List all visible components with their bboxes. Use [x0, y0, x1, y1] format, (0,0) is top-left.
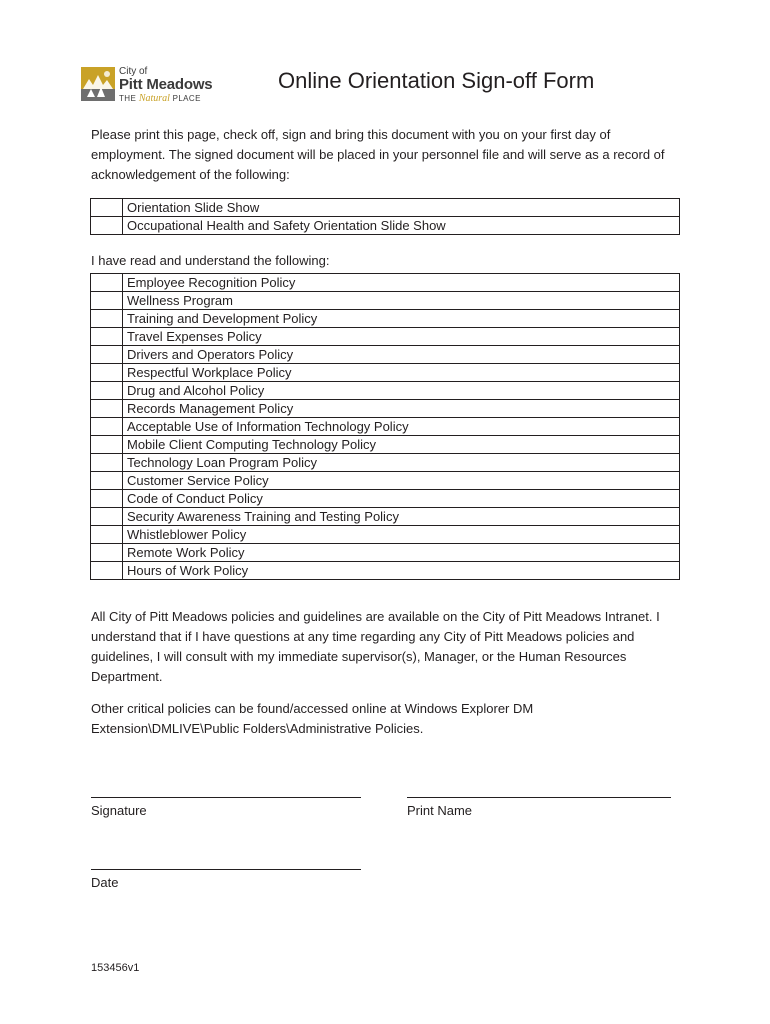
- checkbox-cell[interactable]: [91, 382, 123, 400]
- checkbox-cell[interactable]: [91, 400, 123, 418]
- policy-checklist: [90, 273, 680, 580]
- city-emblem-icon: [81, 67, 115, 101]
- checkbox-cell[interactable]: [91, 364, 123, 382]
- checklist-item-label: Employee Recognition Policy: [123, 274, 680, 292]
- policy-row: [91, 490, 680, 508]
- checklist-item-label: Remote Work Policy: [123, 544, 680, 562]
- intro-paragraph: Please print this page, check off, sign and bring this document with you on your first day of employment. The signed document will be placed in your personnel file and will serve as a record of acknowledgement of the following:: [91, 127, 665, 182]
- checkbox-cell[interactable]: [91, 508, 123, 526]
- checkbox-cell[interactable]: [91, 217, 123, 235]
- checklist-item-label: Mobile Client Computing Technology Policy: [123, 436, 680, 454]
- checklist-item-label: Whistleblower Policy: [123, 526, 680, 544]
- policy-row: [91, 562, 680, 580]
- checklist-item-label: Training and Development Policy: [123, 310, 680, 328]
- logo-city-name: Pitt Meadows: [119, 76, 213, 93]
- policy-row: [91, 310, 680, 328]
- policy-row: [91, 526, 680, 544]
- orientation-checklist: [90, 198, 680, 235]
- checkbox-cell[interactable]: [91, 199, 123, 217]
- policy-row: [91, 328, 680, 346]
- policy-row: [91, 364, 680, 382]
- checklist-item-label: Technology Loan Program Policy: [123, 454, 680, 472]
- date-label: Date: [91, 875, 119, 890]
- checkbox-cell[interactable]: [91, 526, 123, 544]
- checkbox-cell[interactable]: [91, 544, 123, 562]
- policy-row: [91, 346, 680, 364]
- policy-row: [91, 544, 680, 562]
- policy-row: [91, 382, 680, 400]
- signature-line[interactable]: [91, 797, 361, 798]
- checkbox-cell[interactable]: [91, 436, 123, 454]
- policy-row: [91, 508, 680, 526]
- checkbox-cell[interactable]: [91, 292, 123, 310]
- logo-city-of: City of: [119, 66, 148, 77]
- checklist-item-label: Customer Service Policy: [123, 472, 680, 490]
- policy-row: [91, 418, 680, 436]
- document-id: 153456v1: [91, 962, 140, 974]
- logo-tagline: THE Natural PLACE: [119, 93, 201, 104]
- checklist-item-label: Drug and Alcohol Policy: [123, 382, 680, 400]
- policy-row: [91, 454, 680, 472]
- checklist-item-label: Code of Conduct Policy: [123, 490, 680, 508]
- date-line[interactable]: [91, 869, 361, 870]
- checklist-item-label: Respectful Workplace Policy: [123, 364, 680, 382]
- checklist-item-label: Wellness Program: [123, 292, 680, 310]
- checklist-item-label: Hours of Work Policy: [123, 562, 680, 580]
- city-logo: [81, 67, 223, 105]
- checklist-item-label: Occupational Health and Safety Orientation Slide Show: [123, 217, 680, 235]
- policy-row: [91, 292, 680, 310]
- policies-note-paragraph: All City of Pitt Meadows policies and guidelines are available on the City of Pitt Meadows Intranet. I understand that if I have questions at any time regarding any City of Pitt Meadows policies and guidelines, I will consult with my immediate supervisor(s), Manager, or the Human Resources Department.: [91, 609, 660, 684]
- checkbox-cell[interactable]: [91, 490, 123, 508]
- checklist-item-label: Drivers and Operators Policy: [123, 346, 680, 364]
- checkbox-cell[interactable]: [91, 346, 123, 364]
- policy-row: [91, 400, 680, 418]
- print-name-label: Print Name: [407, 803, 473, 818]
- checklist-item-label: Security Awareness Training and Testing Policy: [123, 508, 680, 526]
- checkbox-cell[interactable]: [91, 472, 123, 490]
- policy-row: [91, 274, 680, 292]
- checklist-item-label: Travel Expenses Policy: [123, 328, 680, 346]
- print-name-line[interactable]: [407, 797, 671, 798]
- other-policies-paragraph: Other critical policies can be found/accessed online at Windows Explorer DM Extension\DMLIVE\Public Folders\Administrative Policies.: [91, 701, 534, 736]
- checkbox-cell[interactable]: [91, 274, 123, 292]
- checklist-item-label: Orientation Slide Show: [123, 199, 680, 217]
- checkbox-cell[interactable]: [91, 418, 123, 436]
- signature-label: Signature: [91, 803, 147, 818]
- page-title: Online Orientation Sign-off Form: [278, 68, 595, 93]
- read-understand-label: I have read and understand the following:: [91, 253, 330, 268]
- checkbox-cell[interactable]: [91, 562, 123, 580]
- checkbox-cell[interactable]: [91, 454, 123, 472]
- checkbox-cell[interactable]: [91, 310, 123, 328]
- policy-row: [91, 436, 680, 454]
- orientation-row: [91, 199, 680, 217]
- checklist-item-label: Acceptable Use of Information Technology Policy: [123, 418, 680, 436]
- orientation-row: [91, 217, 680, 235]
- policy-row: [91, 472, 680, 490]
- checkbox-cell[interactable]: [91, 328, 123, 346]
- checklist-item-label: Records Management Policy: [123, 400, 680, 418]
